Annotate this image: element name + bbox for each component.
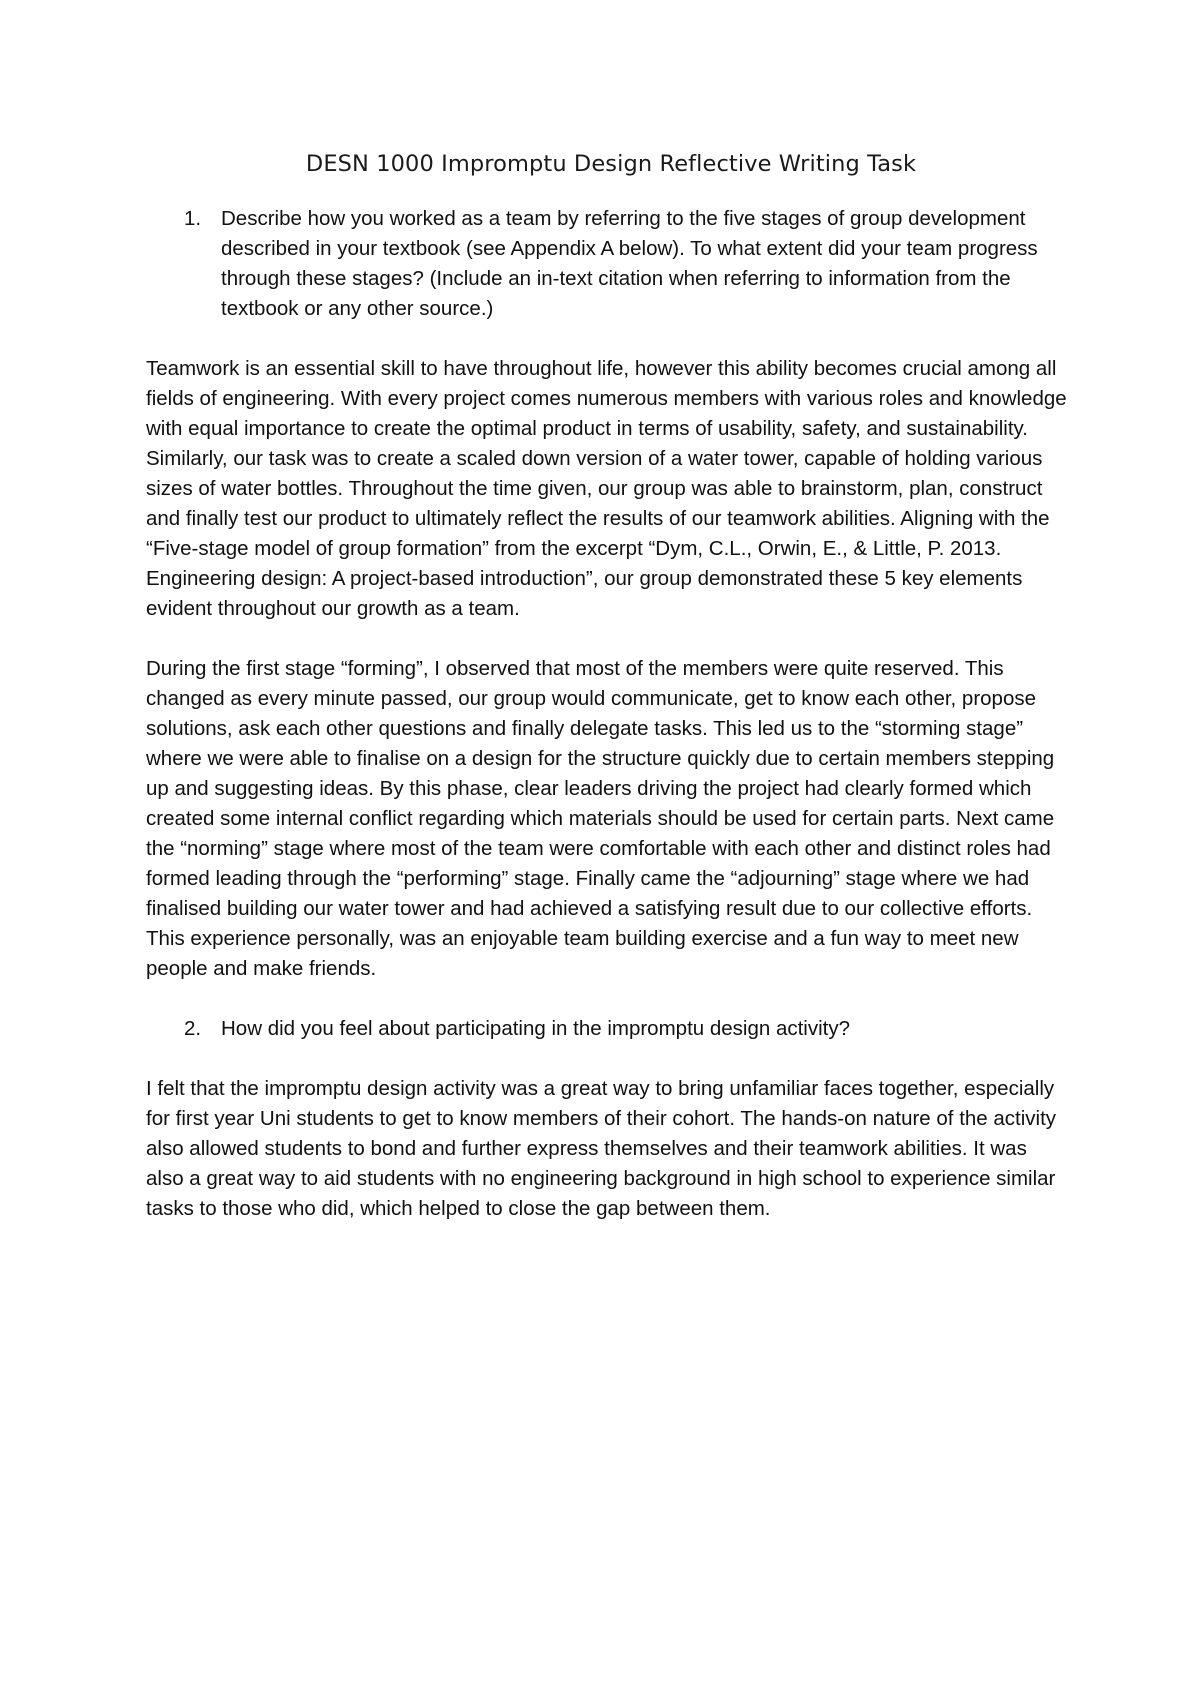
question-2	[146, 1014, 1076, 1044]
question-2-number: 2.	[184, 1017, 202, 1040]
answer-1-paragraph-1: Teamwork is an essential skill to have throughout life, however this ability becomes crucial among all fields of engineering. With every project comes numerous members with various roles and knowledge with equal importance to create the optimal product in terms of usability, safety, and sustainability. Similarly, our task was to create a scaled down version of a water tower, capable of holding various sizes of water bottles. Throughout the time given, our group was able to brainstorm, plan, construct and finally test our product to ultimately reflect the results of our teamwork abilities. Aligning with the “Five-stage model of group formation” from the excerpt “Dym, C.L., Orwin, E., & Little, P. 2013. Engineering design: A project-based introduction”, our group demonstrated these 5 key elements evident throughout our growth as a team.	[146, 357, 1067, 620]
question-1-number: 1.	[184, 207, 202, 230]
document-title: DESN 1000 Impromptu Design Reflective Writing Task	[305, 151, 917, 177]
answer-2-paragraph-1: I felt that the impromptu design activity was a great way to bring unfamiliar faces together, especially for first year Uni students to get to know members of their cohort. The hands-on nature of the activity also allowed students to bond and further express themselves and their teamwork abilities. It was also a great way to aid students with no engineering background in high school to experience similar tasks to those who did, which helped to close the gap between them.	[146, 1077, 1057, 1220]
question-1-text: Describe how you worked as a team by referring to the five stages of group development described in your textbook (see Appendix A below). To what extent did your team progress through these stages? (Include an in-text citation when referring to information from the textbook or any other source.)	[221, 207, 1038, 320]
document-content	[146, 148, 1076, 1224]
answer-1-paragraph-2: During the first stage “forming”, I observed that most of the members were quite reserved. This changed as every minute passed, our group would communicate, get to know each other, propose solutions, ask each other questions and finally delegate tasks. This led us to the “storming stage” where we were able to finalise on a design for the structure quickly due to certain members stepping up and suggesting ideas. By this phase, clear leaders driving the project had clearly formed which created some internal conflict regarding which materials should be used for certain parts. Next came the “norming” stage where most of the team were comfortable with each other and distinct roles had formed leading through the “performing” stage. Finally came the “adjourning” stage where we had finalised building our water tower and had achieved a satisfying result due to our collective efforts. This experience personally, was an enjoyable team building exercise and a fun way to meet new people and make friends.	[146, 657, 1055, 980]
question-2-text: How did you feel about participating in the impromptu design activity?	[221, 1017, 851, 1040]
question-1	[146, 204, 1076, 324]
